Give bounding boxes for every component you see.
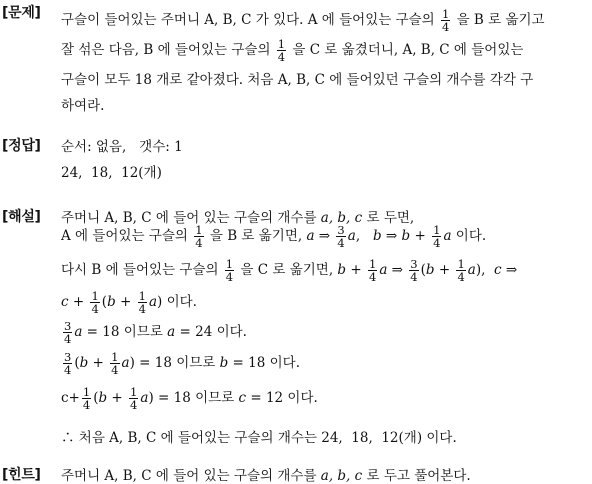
math-variable: a: [379, 262, 388, 279]
fraction: [441, 8, 450, 33]
text-run: 24, 18, 12(개): [61, 165, 162, 181]
fraction-numerator: 1: [138, 289, 146, 303]
fraction-denominator: 4: [457, 270, 465, 285]
text-run: +: [107, 390, 128, 407]
fraction: [194, 224, 203, 249]
fraction: [90, 290, 99, 315]
fraction-numerator: 1: [441, 7, 450, 21]
text-run: 잘 섞은 다음, B 에 들어있는 구슬의: [61, 42, 275, 59]
text-run: 을 B 로 옮기고: [452, 12, 545, 29]
math-variable: b: [107, 294, 116, 311]
fraction: [129, 386, 138, 411]
text-run: 순서: 없음, 갯수: 1: [61, 139, 183, 155]
fraction-numerator: 1: [82, 385, 91, 399]
math-variable: a: [140, 390, 149, 407]
fraction: [368, 258, 377, 283]
text-run: +: [434, 262, 455, 279]
math-variable: b: [98, 390, 108, 407]
fraction: [336, 224, 345, 249]
math-variable: a: [347, 228, 356, 245]
math-variable: a, b, c: [320, 468, 363, 484]
fraction-denominator: 4: [111, 363, 119, 378]
problem-line: [61, 8, 545, 33]
solution-line: [61, 206, 414, 226]
text-run: 로 두면,: [362, 210, 415, 226]
math-variable: b: [219, 355, 229, 372]
fraction-denominator: 4: [410, 270, 418, 285]
problem-line: [61, 38, 523, 63]
answer-label: [정답]: [2, 138, 41, 154]
text-run: 주머니 A, B, C 에 들어 있는 구슬의 개수를: [61, 468, 321, 484]
answer-line: [61, 161, 162, 181]
fraction-numerator: 1: [195, 223, 203, 237]
math-variable: a: [121, 355, 130, 372]
fraction-denominator: 4: [337, 236, 345, 251]
math-variable: a: [443, 228, 452, 245]
solution-line: [61, 224, 486, 249]
text-run: +: [88, 355, 109, 372]
fraction-denominator: 4: [277, 50, 286, 65]
fraction-denominator: 4: [368, 270, 377, 285]
fraction-denominator: 4: [195, 236, 203, 251]
text-run: c+: [61, 390, 80, 407]
math-variable: b: [372, 228, 382, 245]
text-run: ),: [475, 262, 494, 279]
text-run: = 24 이다.: [175, 324, 247, 341]
math-variable: a: [74, 324, 83, 341]
fraction-numerator: 1: [91, 289, 99, 303]
fraction: [63, 320, 72, 345]
answer-line: [61, 135, 183, 155]
fraction-denominator: 4: [91, 302, 99, 317]
math-variable: b: [337, 262, 347, 279]
fraction-denominator: 4: [441, 20, 450, 35]
text-run: (: [420, 262, 426, 279]
fraction-denominator: 4: [64, 332, 72, 347]
text-run: ⇒: [381, 228, 402, 245]
math-variable: c: [493, 262, 502, 279]
fraction-denominator: 4: [225, 270, 234, 285]
text-run: ⇒: [387, 262, 408, 279]
fraction: [110, 351, 119, 376]
fraction-denominator: 4: [82, 398, 91, 413]
fraction-numerator: 3: [64, 319, 72, 333]
text-run: A 에 들어있는 구슬의: [61, 228, 193, 245]
hint-label: [힌트]: [2, 467, 41, 483]
fraction-denominator: 4: [433, 236, 441, 251]
fraction: [82, 386, 91, 411]
hint-line: [61, 464, 471, 484]
text-run: = 18 이므로: [82, 324, 168, 341]
text-run: (: [93, 390, 99, 407]
fraction: [225, 258, 234, 283]
text-run: 다시 B 에 들어있는 구슬의: [61, 262, 223, 279]
fraction: [456, 258, 465, 283]
fraction-denominator: 4: [64, 363, 72, 378]
text-run: 주머니 A, B, C 에 들어 있는 구슬의 개수를: [61, 210, 321, 226]
text-run: ) = 18 이므로: [148, 390, 239, 407]
text-run: 구슬이 들어있는 주머니 A, B, C 가 있다. A 에 들어있는 구슬의: [61, 12, 439, 29]
fraction-numerator: 1: [277, 37, 286, 51]
math-variable: a: [306, 228, 315, 245]
text-run: 이다.: [451, 228, 487, 245]
fraction-numerator: 1: [225, 257, 234, 271]
text-run: ) 이다.: [157, 294, 197, 311]
fraction-numerator: 1: [111, 350, 119, 364]
solution-line: [61, 320, 247, 345]
math-variable: a: [467, 262, 476, 279]
math-variable: c: [61, 294, 69, 311]
text-run: (: [101, 294, 108, 311]
fraction-numerator: 3: [64, 350, 72, 364]
fraction: [277, 38, 286, 63]
fraction: [63, 351, 72, 376]
text-run: 을 B 로 옮기면,: [205, 228, 307, 245]
math-variable: b: [425, 262, 435, 279]
text-run: = 12 이다.: [246, 390, 318, 407]
text-run: ⇒: [314, 228, 335, 245]
solution-line: [61, 290, 197, 315]
problem-line: [61, 94, 104, 114]
fraction: [138, 290, 147, 315]
text-run: ,: [355, 228, 373, 245]
solution-line: [61, 258, 517, 283]
problem-label: [문제]: [2, 5, 41, 21]
text-run: 을 C 로 옮겼더니, A, B, C 에 들어있는: [288, 42, 524, 59]
math-variable: c: [238, 390, 247, 407]
text-run: ⇒: [501, 262, 518, 279]
text-run: 구슬이 모두 18 개로 같아졌다. 처음 A, B, C 에 들어있던 구슬의 개수를 각각 구: [61, 72, 534, 88]
text-run: 을 C 로 옮기면,: [236, 262, 338, 279]
math-variable: b: [401, 228, 411, 245]
solution-line: [61, 386, 318, 411]
fraction: [409, 258, 418, 283]
solution-line: [61, 426, 457, 446]
fraction-numerator: 1: [457, 257, 465, 271]
fraction-numerator: 1: [130, 385, 138, 399]
text-run: +: [68, 294, 89, 311]
problem-line: [61, 68, 533, 88]
text-run: 로 두고 풀어본다.: [362, 468, 471, 484]
text-run: +: [346, 262, 366, 279]
math-variable: b: [79, 355, 89, 372]
text-run: +: [115, 294, 136, 311]
text-run: ∴ 처음 A, B, C 에 들어있는 구슬의 개수는 24, 18, 12(개) 이다.: [61, 430, 457, 446]
math-variable: a: [167, 324, 176, 341]
text-run: 하여라.: [61, 98, 105, 114]
fraction-denominator: 4: [130, 398, 138, 413]
solution-label: [해설]: [2, 209, 41, 225]
text-run: ) = 18 이므로: [129, 355, 220, 372]
fraction-numerator: 3: [410, 257, 418, 271]
text-run: (: [74, 355, 80, 372]
text-run: = 18 이다.: [228, 355, 301, 372]
fraction-numerator: 1: [368, 257, 377, 271]
fraction: [432, 224, 441, 249]
fraction-numerator: 3: [337, 223, 345, 237]
fraction-numerator: 1: [433, 223, 441, 237]
math-variable: a: [148, 294, 158, 311]
fraction-denominator: 4: [138, 302, 146, 317]
math-variable: a, b, c: [320, 210, 363, 226]
text-run: +: [410, 228, 431, 245]
solution-line: [61, 351, 300, 376]
